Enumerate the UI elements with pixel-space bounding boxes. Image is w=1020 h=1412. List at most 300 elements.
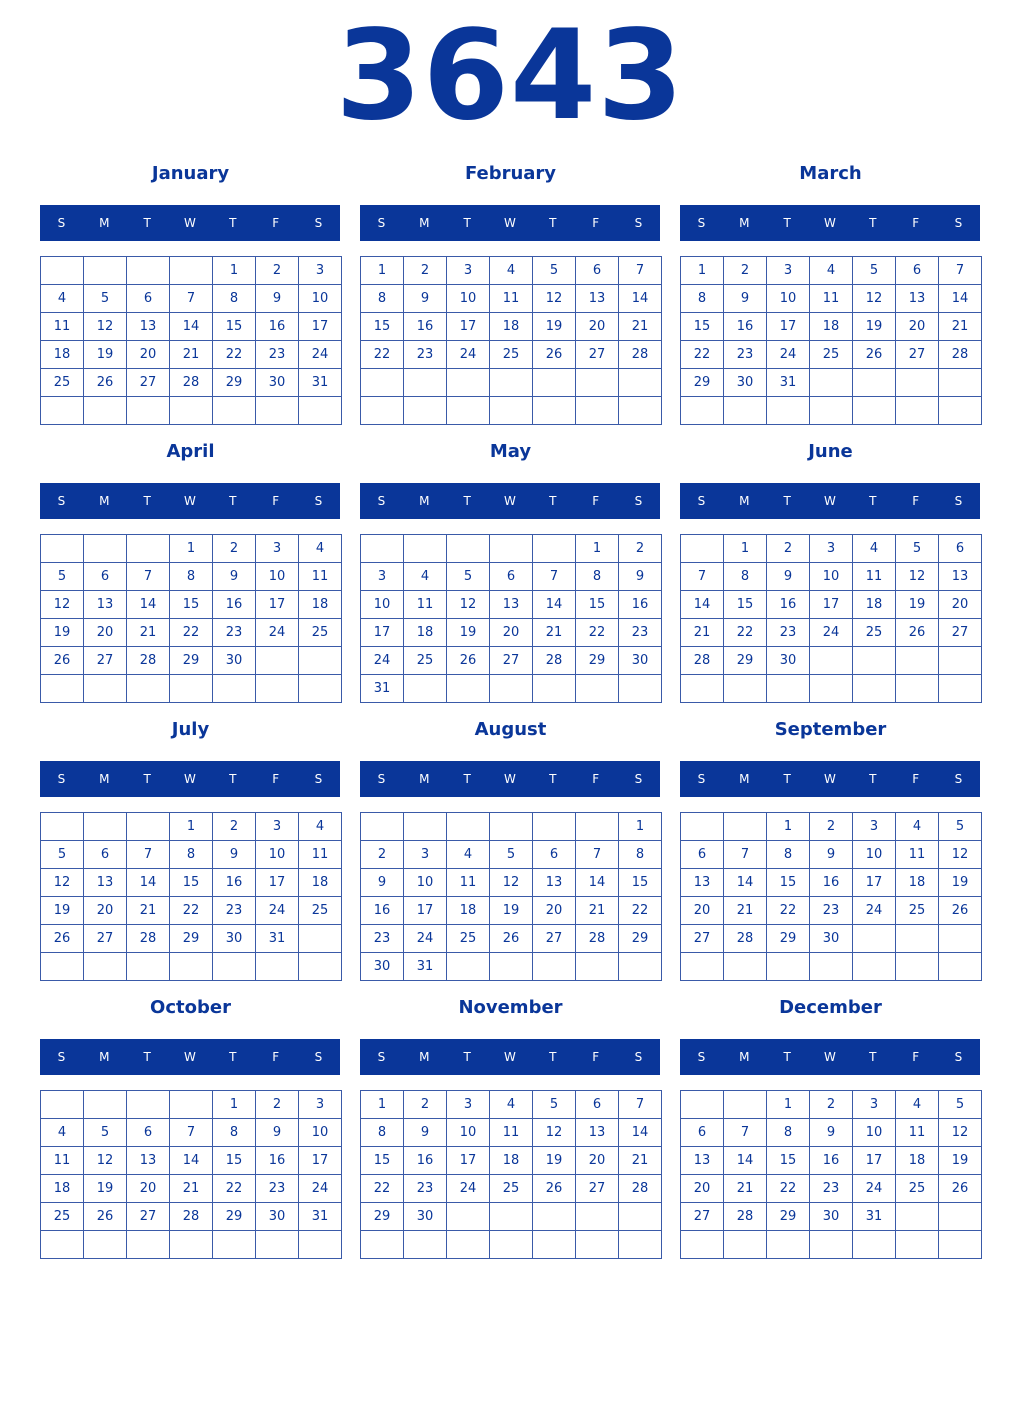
empty-day-cell: [852, 1230, 896, 1259]
empty-day-cell: [403, 368, 447, 397]
weekday-label: M: [99, 772, 110, 786]
day-cell: 31: [403, 952, 447, 981]
day-cell: 22: [360, 340, 404, 369]
day-cell: 17: [852, 1146, 896, 1175]
empty-day-cell: [446, 396, 490, 425]
day-cell: 4: [852, 534, 896, 563]
day-cell: 22: [618, 896, 662, 925]
weekday-header: [360, 1039, 660, 1075]
day-cell: 5: [83, 284, 127, 313]
weekday-label: M: [739, 772, 750, 786]
day-cell: 2: [212, 812, 256, 841]
day-cell: 29: [212, 368, 256, 397]
day-cell: 26: [532, 1174, 576, 1203]
day-cell: 1: [766, 1090, 810, 1119]
empty-day-cell: [489, 368, 533, 397]
day-cell: 11: [809, 284, 853, 313]
empty-day-cell: [83, 1230, 127, 1259]
month-name: October: [150, 997, 231, 1018]
empty-day-cell: [723, 952, 767, 981]
day-cell: 19: [40, 618, 84, 647]
weekday-header: [40, 761, 340, 797]
day-cell: 16: [255, 1146, 299, 1175]
weekday-label: W: [504, 772, 516, 786]
day-cell: 12: [532, 1118, 576, 1147]
empty-day-cell: [575, 674, 619, 703]
day-cell: 8: [766, 1118, 810, 1147]
day-cell: 17: [255, 868, 299, 897]
day-cell: 26: [40, 924, 84, 953]
weekday-label: M: [739, 216, 750, 230]
day-cell: 1: [212, 1090, 256, 1119]
day-cell: 27: [938, 618, 982, 647]
day-cell: 2: [723, 256, 767, 285]
day-cell: 10: [766, 284, 810, 313]
empty-day-cell: [126, 256, 170, 285]
day-cell: 26: [446, 646, 490, 675]
empty-day-cell: [575, 952, 619, 981]
day-cell: 30: [403, 1202, 447, 1231]
weekday-label: S: [377, 216, 386, 230]
weekday-label: F: [272, 772, 280, 786]
day-cell: 25: [298, 896, 342, 925]
day-cell: 5: [83, 1118, 127, 1147]
empty-day-cell: [895, 924, 939, 953]
day-cell: 3: [255, 812, 299, 841]
day-cell: 13: [938, 562, 982, 591]
day-cell: 4: [403, 562, 447, 591]
day-cell: 18: [489, 312, 533, 341]
day-cell: 7: [126, 562, 170, 591]
weekday-label: M: [419, 216, 430, 230]
weekday-label: T: [869, 494, 877, 508]
day-cell: 5: [938, 812, 982, 841]
weekday-header: [680, 1039, 980, 1075]
day-cell: 6: [895, 256, 939, 285]
day-cell: 11: [403, 590, 447, 619]
weekday-label: F: [592, 216, 600, 230]
day-cell: 19: [446, 618, 490, 647]
day-cell: 5: [40, 840, 84, 869]
day-cell: 12: [532, 284, 576, 313]
day-cell: 17: [809, 590, 853, 619]
day-cell: 23: [809, 1174, 853, 1203]
month-name: September: [774, 719, 887, 740]
day-cell: 24: [298, 340, 342, 369]
weekday-label: S: [954, 494, 963, 508]
day-cell: 5: [938, 1090, 982, 1119]
day-cell: 8: [618, 840, 662, 869]
day-cell: 12: [83, 1146, 127, 1175]
day-cell: 25: [40, 1202, 84, 1231]
day-cell: 6: [532, 840, 576, 869]
weekday-label: T: [783, 216, 791, 230]
day-cell: 12: [852, 284, 896, 313]
day-cell: 31: [360, 674, 404, 703]
empty-day-cell: [83, 534, 127, 563]
weekday-label: W: [824, 494, 836, 508]
day-cell: 7: [532, 562, 576, 591]
weekday-label: T: [143, 216, 151, 230]
empty-day-cell: [255, 952, 299, 981]
day-cell: 9: [255, 284, 299, 313]
empty-day-cell: [169, 674, 213, 703]
day-cell: 31: [852, 1202, 896, 1231]
empty-day-cell: [618, 952, 662, 981]
day-cell: 11: [895, 840, 939, 869]
weekday-label: T: [143, 772, 151, 786]
empty-day-cell: [852, 368, 896, 397]
empty-day-cell: [169, 256, 213, 285]
day-cell: 17: [403, 896, 447, 925]
weekday-label: T: [783, 1050, 791, 1064]
day-cell: 2: [403, 1090, 447, 1119]
day-cell: 31: [298, 368, 342, 397]
day-cell: 2: [360, 840, 404, 869]
day-cell: 21: [680, 618, 724, 647]
day-cell: 8: [680, 284, 724, 313]
day-cell: 24: [809, 618, 853, 647]
weekday-label: F: [272, 494, 280, 508]
day-cell: 15: [766, 1146, 810, 1175]
day-cell: 20: [126, 340, 170, 369]
empty-day-cell: [255, 674, 299, 703]
day-cell: 11: [446, 868, 490, 897]
day-cell: 27: [680, 1202, 724, 1231]
empty-day-cell: [446, 368, 490, 397]
day-cell: 28: [680, 646, 724, 675]
day-cell: 27: [575, 340, 619, 369]
empty-day-cell: [446, 1230, 490, 1259]
day-cell: 1: [360, 1090, 404, 1119]
day-cell: 3: [298, 256, 342, 285]
day-cell: 26: [895, 618, 939, 647]
day-cell: 12: [489, 868, 533, 897]
weekday-label: T: [783, 772, 791, 786]
month-may: [360, 440, 661, 705]
empty-day-cell: [938, 368, 982, 397]
weekday-label: S: [697, 494, 706, 508]
day-cell: 28: [169, 1202, 213, 1231]
empty-day-cell: [212, 952, 256, 981]
day-cell: 22: [360, 1174, 404, 1203]
day-cell: 25: [489, 340, 533, 369]
day-cell: 25: [809, 340, 853, 369]
empty-day-cell: [895, 396, 939, 425]
day-cell: 7: [723, 1118, 767, 1147]
weekday-label: T: [549, 1050, 557, 1064]
day-cell: 20: [895, 312, 939, 341]
day-cell: 25: [446, 924, 490, 953]
weekday-label: S: [314, 494, 323, 508]
empty-day-cell: [360, 812, 404, 841]
empty-day-cell: [489, 674, 533, 703]
day-cell: 5: [852, 256, 896, 285]
day-cell: 16: [766, 590, 810, 619]
day-cell: 11: [489, 284, 533, 313]
day-cell: 15: [360, 1146, 404, 1175]
day-cell: 21: [126, 896, 170, 925]
day-cell: 8: [723, 562, 767, 591]
day-cell: 9: [403, 1118, 447, 1147]
weekday-header: [40, 1039, 340, 1075]
empty-day-cell: [126, 1090, 170, 1119]
empty-day-cell: [446, 534, 490, 563]
day-cell: 9: [809, 1118, 853, 1147]
day-cell: 30: [723, 368, 767, 397]
day-cell: 18: [895, 868, 939, 897]
day-cell: 1: [575, 534, 619, 563]
day-grid: [680, 1090, 981, 1259]
day-cell: 17: [446, 312, 490, 341]
day-cell: 29: [575, 646, 619, 675]
day-cell: 10: [852, 840, 896, 869]
empty-day-cell: [766, 952, 810, 981]
day-cell: 23: [766, 618, 810, 647]
day-cell: 14: [723, 868, 767, 897]
weekday-header: [360, 761, 660, 797]
day-cell: 27: [575, 1174, 619, 1203]
month-april: [40, 440, 341, 705]
day-cell: 10: [255, 562, 299, 591]
month-name: March: [799, 163, 862, 184]
day-cell: 29: [618, 924, 662, 953]
empty-day-cell: [895, 952, 939, 981]
day-cell: 27: [895, 340, 939, 369]
day-cell: 14: [723, 1146, 767, 1175]
weekday-label: F: [592, 494, 600, 508]
weekday-label: S: [57, 494, 66, 508]
day-cell: 28: [618, 340, 662, 369]
day-cell: 3: [852, 1090, 896, 1119]
empty-day-cell: [298, 1230, 342, 1259]
day-cell: 1: [169, 534, 213, 563]
empty-day-cell: [446, 952, 490, 981]
empty-day-cell: [532, 1230, 576, 1259]
day-cell: 18: [895, 1146, 939, 1175]
weekday-label: S: [314, 1050, 323, 1064]
empty-day-cell: [618, 396, 662, 425]
day-cell: 26: [938, 896, 982, 925]
day-cell: 17: [298, 312, 342, 341]
empty-day-cell: [852, 952, 896, 981]
day-cell: 4: [895, 1090, 939, 1119]
day-cell: 16: [618, 590, 662, 619]
day-cell: 7: [723, 840, 767, 869]
day-cell: 11: [489, 1118, 533, 1147]
month-name: January: [151, 163, 230, 184]
day-cell: 19: [938, 868, 982, 897]
day-cell: 1: [360, 256, 404, 285]
day-cell: 27: [680, 924, 724, 953]
day-cell: 26: [938, 1174, 982, 1203]
day-cell: 7: [575, 840, 619, 869]
day-cell: 10: [403, 868, 447, 897]
day-cell: 29: [169, 924, 213, 953]
day-cell: 29: [212, 1202, 256, 1231]
day-cell: 14: [126, 590, 170, 619]
empty-day-cell: [489, 396, 533, 425]
day-cell: 10: [298, 1118, 342, 1147]
day-cell: 17: [298, 1146, 342, 1175]
empty-day-cell: [680, 812, 724, 841]
empty-day-cell: [83, 1090, 127, 1119]
weekday-label: M: [99, 216, 110, 230]
day-cell: 13: [895, 284, 939, 313]
empty-day-cell: [360, 396, 404, 425]
day-cell: 21: [169, 340, 213, 369]
weekday-label: S: [314, 216, 323, 230]
day-grid: [680, 256, 981, 425]
empty-day-cell: [83, 952, 127, 981]
day-cell: 28: [723, 924, 767, 953]
empty-day-cell: [766, 674, 810, 703]
day-cell: 8: [212, 284, 256, 313]
day-cell: 3: [446, 256, 490, 285]
day-cell: 5: [40, 562, 84, 591]
day-cell: 17: [360, 618, 404, 647]
empty-day-cell: [298, 396, 342, 425]
weekday-header: [680, 483, 980, 519]
day-cell: 14: [532, 590, 576, 619]
day-cell: 8: [169, 562, 213, 591]
day-cell: 2: [809, 1090, 853, 1119]
day-cell: 15: [680, 312, 724, 341]
empty-day-cell: [895, 674, 939, 703]
day-cell: 28: [169, 368, 213, 397]
weekday-label: S: [314, 772, 323, 786]
empty-day-cell: [938, 396, 982, 425]
weekday-label: F: [592, 1050, 600, 1064]
day-cell: 29: [680, 368, 724, 397]
weekday-label: S: [697, 1050, 706, 1064]
weekday-label: W: [824, 772, 836, 786]
day-cell: 19: [852, 312, 896, 341]
day-cell: 24: [446, 1174, 490, 1203]
empty-day-cell: [489, 1202, 533, 1231]
weekday-label: T: [463, 494, 471, 508]
day-cell: 7: [618, 256, 662, 285]
day-cell: 5: [895, 534, 939, 563]
day-cell: 15: [360, 312, 404, 341]
day-cell: 14: [938, 284, 982, 313]
empty-day-cell: [938, 1202, 982, 1231]
day-cell: 1: [618, 812, 662, 841]
day-cell: 13: [680, 1146, 724, 1175]
day-cell: 16: [809, 868, 853, 897]
empty-day-cell: [83, 812, 127, 841]
empty-day-cell: [618, 368, 662, 397]
empty-day-cell: [680, 674, 724, 703]
empty-day-cell: [895, 1202, 939, 1231]
empty-day-cell: [618, 674, 662, 703]
day-cell: 6: [83, 562, 127, 591]
weekday-label: F: [272, 216, 280, 230]
weekday-label: T: [869, 216, 877, 230]
day-cell: 26: [40, 646, 84, 675]
weekday-label: T: [869, 1050, 877, 1064]
day-cell: 3: [766, 256, 810, 285]
day-cell: 4: [40, 284, 84, 313]
day-cell: 3: [809, 534, 853, 563]
empty-day-cell: [126, 534, 170, 563]
day-cell: 1: [212, 256, 256, 285]
day-cell: 28: [126, 646, 170, 675]
empty-day-cell: [809, 952, 853, 981]
weekday-label: W: [824, 1050, 836, 1064]
day-cell: 31: [766, 368, 810, 397]
empty-day-cell: [446, 1202, 490, 1231]
day-cell: 21: [723, 896, 767, 925]
day-cell: 22: [766, 1174, 810, 1203]
day-grid: [40, 812, 341, 981]
day-cell: 2: [212, 534, 256, 563]
day-cell: 20: [938, 590, 982, 619]
day-cell: 13: [126, 312, 170, 341]
day-cell: 18: [403, 618, 447, 647]
weekday-label: S: [634, 216, 643, 230]
day-cell: 10: [446, 284, 490, 313]
day-cell: 16: [255, 312, 299, 341]
day-cell: 27: [489, 646, 533, 675]
month-august: [360, 718, 661, 983]
day-cell: 13: [532, 868, 576, 897]
day-cell: 7: [618, 1090, 662, 1119]
year-title: 3643: [335, 4, 685, 148]
weekday-label: S: [634, 1050, 643, 1064]
day-cell: 30: [360, 952, 404, 981]
day-cell: 16: [723, 312, 767, 341]
empty-day-cell: [489, 1230, 533, 1259]
day-cell: 3: [255, 534, 299, 563]
empty-day-cell: [852, 646, 896, 675]
weekday-label: S: [697, 216, 706, 230]
day-cell: 4: [489, 256, 533, 285]
day-cell: 9: [360, 868, 404, 897]
weekday-label: T: [549, 216, 557, 230]
weekday-label: T: [229, 772, 237, 786]
day-cell: 25: [40, 368, 84, 397]
empty-day-cell: [40, 396, 84, 425]
empty-day-cell: [895, 1230, 939, 1259]
day-cell: 2: [766, 534, 810, 563]
day-cell: 30: [212, 646, 256, 675]
weekday-label: S: [954, 1050, 963, 1064]
empty-day-cell: [680, 1230, 724, 1259]
day-cell: 7: [126, 840, 170, 869]
weekday-label: S: [377, 1050, 386, 1064]
empty-day-cell: [489, 534, 533, 563]
empty-day-cell: [532, 674, 576, 703]
day-cell: 18: [852, 590, 896, 619]
day-cell: 18: [40, 340, 84, 369]
day-cell: 20: [575, 1146, 619, 1175]
day-cell: 11: [298, 840, 342, 869]
weekday-label: T: [783, 494, 791, 508]
day-cell: 18: [446, 896, 490, 925]
day-cell: 23: [212, 896, 256, 925]
day-grid: [360, 256, 661, 425]
weekday-label: S: [377, 494, 386, 508]
empty-day-cell: [489, 812, 533, 841]
day-cell: 16: [212, 868, 256, 897]
empty-day-cell: [255, 1230, 299, 1259]
day-cell: 25: [298, 618, 342, 647]
empty-day-cell: [532, 952, 576, 981]
weekday-header: [680, 761, 980, 797]
day-cell: 5: [532, 1090, 576, 1119]
day-cell: 17: [766, 312, 810, 341]
